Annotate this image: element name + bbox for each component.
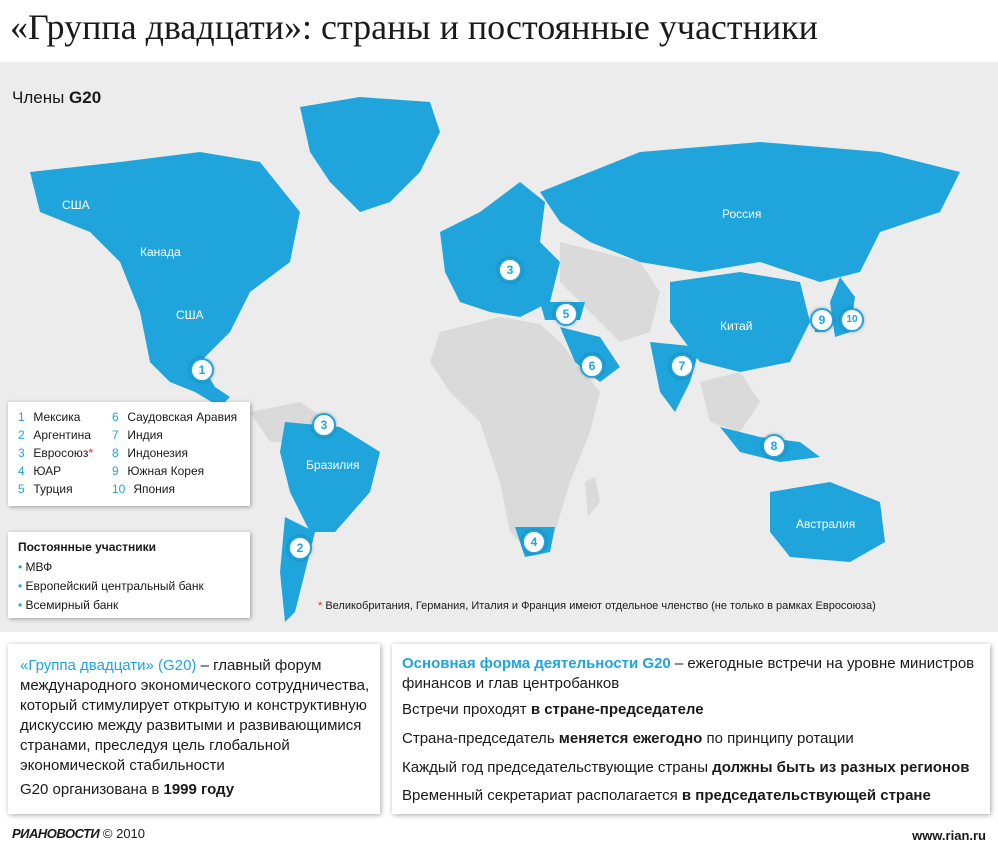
legend-item: 8 Индонезия bbox=[112, 446, 189, 460]
map-subtitle: Члены G20 bbox=[12, 88, 102, 107]
permanent-participants-title: Постоянные участники bbox=[18, 540, 156, 554]
permanent-participants-list bbox=[18, 558, 204, 615]
g20-founded: G20 организована в 1999 году bbox=[20, 781, 235, 798]
activity-item: Встречи проходят в стране-председателе bbox=[402, 701, 704, 718]
map-marker-eu: 3 bbox=[498, 258, 522, 282]
activity-item: Временный секретариат располагается в председательствующей стране bbox=[402, 787, 931, 804]
members-legend-col-2 bbox=[112, 408, 237, 498]
eu-footnote: * Великобритания, Германия, Италия и Франция имеют отдельное членство (не только в рамках Евросоюза) bbox=[318, 600, 876, 612]
list-item: • МВФ bbox=[18, 560, 53, 574]
g20-activity-box bbox=[392, 644, 990, 814]
site-url-link[interactable]: www.rian.ru bbox=[912, 828, 986, 843]
members-legend-col-1 bbox=[18, 408, 93, 498]
land-north-america bbox=[30, 152, 300, 382]
map-marker-india: 7 bbox=[670, 354, 694, 378]
map-marker-south-korea: 9 bbox=[810, 308, 834, 332]
activity-item: Каждый год председательствующие страны должны быть из разных регионов bbox=[402, 759, 970, 776]
map-label-usa: США bbox=[176, 308, 204, 322]
legend-item: 1 Мексика bbox=[18, 410, 81, 424]
legend-item: 3 Евросоюз* bbox=[18, 446, 94, 460]
permanent-participants-box bbox=[8, 532, 250, 618]
map-marker-argentina: 2 bbox=[288, 536, 312, 560]
map-label-russia: Россия bbox=[722, 207, 762, 221]
map-marker-indonesia: 8 bbox=[762, 434, 786, 458]
ria-novosti-logo[interactable]: РИАНОВОСТИ © 2010 bbox=[12, 826, 146, 841]
g20-description-box bbox=[8, 644, 380, 814]
legend-item: 6 Саудовская Аравия bbox=[112, 410, 238, 424]
land-se-asia-gray bbox=[700, 372, 760, 432]
map-marker-mexico: 1 bbox=[190, 358, 214, 382]
map-label-brazil: Бразилия bbox=[306, 458, 360, 472]
activity-item: Страна-председатель меняется ежегодно по принципу ротации bbox=[402, 730, 854, 747]
list-item: • Всемирный банк bbox=[18, 598, 119, 612]
map-marker-eu-guiana: 3 bbox=[312, 413, 336, 437]
legend-item: 5 Турция bbox=[18, 482, 73, 496]
map-marker-saudi-arabia: 6 bbox=[580, 354, 604, 378]
map-marker-turkey: 5 bbox=[554, 302, 578, 326]
g20-description: «Группа двадцати» (G20) – главный форум международного экономического сотрудничества, который стимулирует открытую и конструктивную дискуссию между развитыми и развивающимися странами, преследуя цель глобальной экономической стабильности bbox=[20, 657, 370, 774]
members-legend bbox=[8, 402, 250, 506]
land-europe bbox=[440, 182, 560, 317]
legend-item: 9 Южная Корея bbox=[112, 464, 205, 478]
map-label-canada: Канада bbox=[140, 245, 181, 259]
page-title: «Группа двадцати»: страны и постоянные участники bbox=[10, 7, 818, 47]
list-item: • Европейский центральный банк bbox=[18, 579, 204, 593]
legend-item: 2 Аргентина bbox=[18, 428, 91, 442]
land-greenland bbox=[300, 97, 440, 212]
legend-item: 4 ЮАР bbox=[18, 464, 62, 478]
legend-item: 7 Индия bbox=[112, 428, 163, 442]
land-argentina bbox=[280, 517, 315, 622]
map-label-china: Китай bbox=[720, 319, 753, 333]
land-brazil bbox=[280, 422, 380, 532]
map-marker-south-africa: 4 bbox=[522, 530, 546, 554]
map-marker-japan: 10 bbox=[840, 308, 864, 332]
legend-item: 10 Япония bbox=[112, 482, 176, 496]
land-india bbox=[650, 342, 700, 412]
map-label-usa-alaska: США bbox=[62, 198, 90, 212]
map-label-australia: Австралия bbox=[796, 517, 856, 531]
activity-lead: Основная форма деятельности G20 – ежегодные встречи на уровне министров финансов и глав центробанков bbox=[402, 655, 975, 692]
land-madagascar bbox=[585, 477, 600, 517]
